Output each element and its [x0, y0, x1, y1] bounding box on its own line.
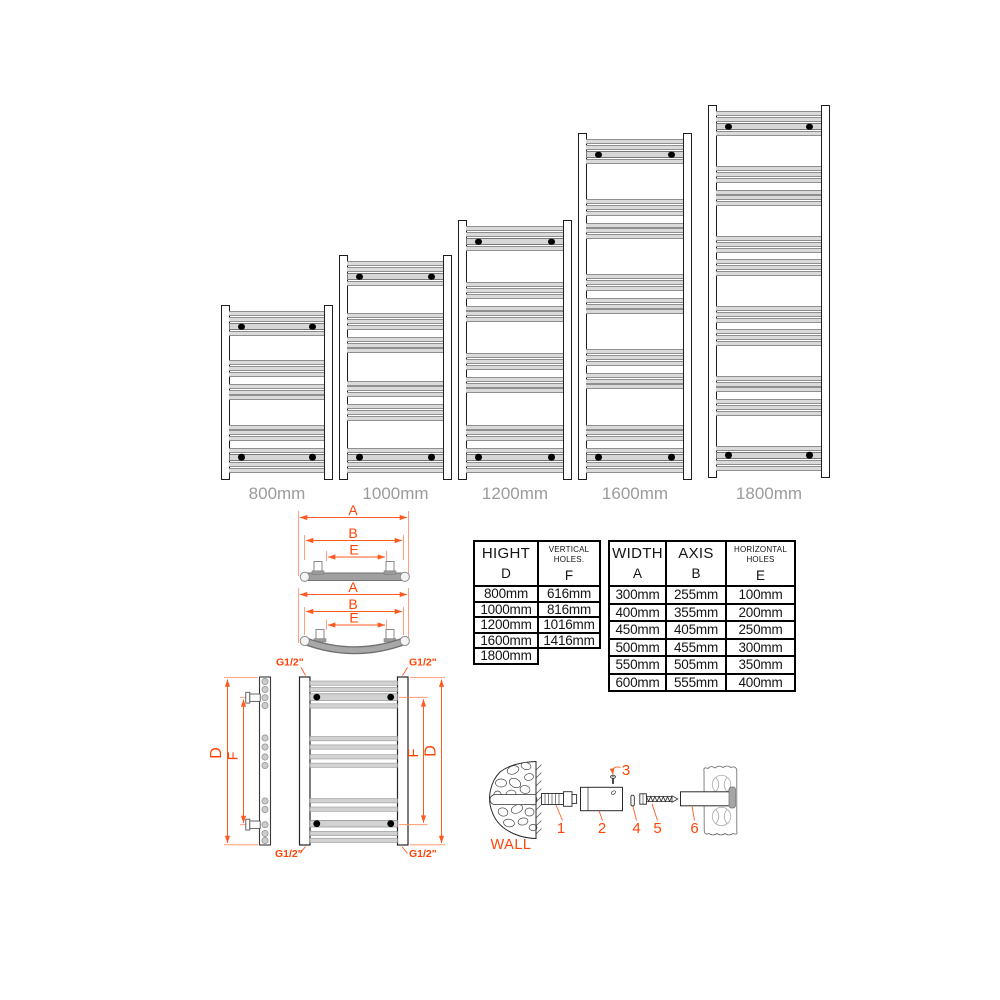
table-cell: 300mm: [609, 586, 666, 604]
mount-dot: [387, 694, 394, 701]
mount-dot: [806, 123, 813, 130]
table-row: [474, 586, 600, 602]
table-cell: 1000mm: [474, 602, 538, 618]
radiator-size-label: 1000mm: [362, 484, 429, 503]
dim-label-holes: E: [349, 541, 359, 558]
table-cell: 1016mm: [538, 617, 600, 633]
table-cell: 400mm: [609, 604, 666, 622]
mount-dot: [595, 151, 602, 158]
wall-label: WALL: [490, 837, 532, 853]
table-row: [609, 604, 795, 622]
thread-label-bottom-left: G1/2": [275, 848, 303, 860]
mount-dot: [725, 123, 732, 130]
mount-dot: [725, 452, 732, 459]
table-cell: 616mm: [538, 586, 600, 602]
side-view: [208, 677, 271, 845]
table-row: [609, 656, 795, 674]
mount-dot: [475, 238, 482, 245]
dim-label-axis: B: [348, 525, 358, 541]
part-number-4: 4: [632, 820, 641, 837]
thread-label-top-right: G1/2": [409, 656, 437, 669]
table-cell: 1600mm: [474, 633, 538, 649]
mount-dot: [806, 452, 813, 459]
header-horizontal-holes: HORİZONTAL HOLES E: [726, 541, 795, 586]
header-vertical-holes: VERTICAL HOLES. F: [538, 541, 600, 586]
bracket-sleeve: [581, 787, 623, 810]
radiator-size-label: 1800mm: [735, 484, 803, 503]
radiator-size-label: 1200mm: [481, 484, 549, 503]
mount-dot: [548, 454, 555, 461]
drill-hole: [490, 795, 536, 805]
mount-dot: [313, 820, 320, 827]
table-cell: 500mm: [609, 639, 666, 657]
header-axis: AXIS B: [666, 541, 726, 586]
side-and-front-view-diagram: [196, 650, 454, 864]
front-post-left: [300, 677, 311, 845]
radiator-size-label: 1600mm: [601, 484, 669, 503]
radiator-figure-5: [708, 105, 830, 478]
thread-label-bottom-right: G1/2": [409, 848, 437, 860]
table-cell: 350mm: [726, 656, 795, 674]
part-number-3: 3: [621, 762, 631, 779]
thread-label-top-left: G1/2": [276, 656, 304, 669]
dim-label-vholes: F: [224, 751, 241, 761]
curved-top-view: [299, 579, 410, 650]
mount-dot: [668, 454, 675, 461]
part-number-1: 1: [556, 820, 566, 837]
table-row: [474, 602, 600, 618]
mount-dot: [668, 151, 675, 158]
radiator-figure-2: [339, 255, 452, 480]
grub-screw: [611, 775, 616, 784]
radiator-figure-1: [221, 305, 333, 480]
radiator-profile: [681, 766, 738, 835]
mount-dot: [238, 454, 245, 461]
table-row: [474, 633, 600, 649]
dim-label-vholes: F: [404, 748, 422, 758]
table-cell: 300mm: [726, 639, 795, 657]
dim-label-holes: E: [349, 609, 359, 626]
dim-label-axis: B: [348, 596, 358, 612]
bracket-bar: [681, 792, 730, 806]
dim-label-height: D: [208, 747, 225, 759]
wall-cross-section: [490, 761, 542, 853]
wall-plug: [542, 792, 577, 807]
header-hight-title: HIGHT: [481, 545, 531, 563]
table-cell: 1800mm: [474, 648, 538, 664]
table-cell: 555mm: [666, 674, 726, 692]
table-cell: 455mm: [666, 639, 726, 657]
part-number-6: 6: [690, 820, 699, 837]
front-post-right: [398, 677, 409, 845]
table-cell: 816mm: [538, 602, 600, 618]
mounting-hardware-diagram: [470, 742, 762, 864]
radiator-size-label: 800mm: [248, 484, 306, 503]
dim-label-width: A: [348, 579, 358, 595]
table-cell: 400mm: [726, 674, 795, 692]
mount-dot: [313, 694, 320, 701]
table-row: [609, 621, 795, 639]
mount-dot: [548, 238, 555, 245]
table-cell: 550mm: [609, 656, 666, 674]
radiator-figure-3: [458, 220, 572, 480]
table-row: [609, 586, 795, 604]
part-number-5: 5: [653, 820, 662, 837]
height-holes-table: [473, 540, 601, 665]
mount-dot: [475, 454, 482, 461]
table-row: [474, 648, 600, 664]
header-hight: [474, 541, 538, 586]
table-row: [609, 674, 795, 692]
side-pipe-bottom: [250, 821, 260, 828]
top-view-dimension-diagrams: [288, 503, 418, 663]
mount-dot: [428, 454, 435, 461]
straight-top-view: [299, 503, 410, 581]
mount-dot: [309, 454, 316, 461]
locking-pin: [631, 795, 634, 806]
mount-dot: [428, 273, 435, 280]
table-cell: 1416mm: [538, 633, 600, 649]
table-cell: 450mm: [609, 621, 666, 639]
table-cell: 355mm: [666, 604, 726, 622]
dim-label-width: A: [348, 503, 358, 518]
header-hight-letter: D: [501, 565, 511, 581]
mount-dot: [309, 323, 316, 330]
mount-dot: [356, 273, 363, 280]
radiator-figure-4: [578, 133, 692, 480]
mount-dot: [595, 454, 602, 461]
width-axis-table: [608, 540, 796, 692]
header-width: WIDTH A: [609, 541, 666, 586]
mount-dot: [387, 820, 394, 827]
table-cell: [538, 648, 600, 664]
table-cell: 505mm: [666, 656, 726, 674]
table-row: [474, 617, 600, 633]
dim-label-height: D: [422, 745, 440, 757]
front-view: [275, 657, 445, 861]
table-cell: 100mm: [726, 586, 795, 604]
mount-dot: [356, 454, 363, 461]
table-cell: 800mm: [474, 586, 538, 602]
table-cell: 405mm: [666, 621, 726, 639]
table-cell: 600mm: [609, 674, 666, 692]
table-cell: 255mm: [666, 586, 726, 604]
mount-dot: [238, 323, 245, 330]
mounting-screw: [640, 794, 678, 804]
table-cell: 1200mm: [474, 617, 538, 633]
part-number-2: 2: [597, 820, 607, 837]
table-row: [609, 639, 795, 657]
table-cell: 200mm: [726, 604, 795, 622]
side-pipe-top: [250, 694, 260, 701]
table-cell: 250mm: [726, 621, 795, 639]
